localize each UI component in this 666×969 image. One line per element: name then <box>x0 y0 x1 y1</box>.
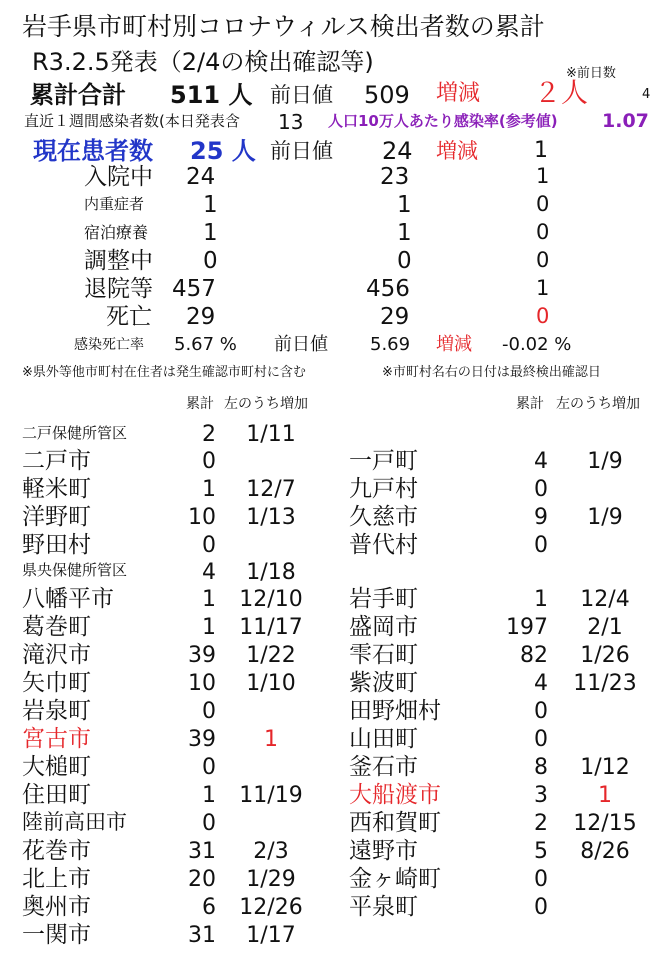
municipality-value: 9 <box>534 505 548 530</box>
municipality-name: 久慈市 <box>349 504 418 530</box>
municipality-date: 12/4 <box>580 587 630 612</box>
municipality-value: 1 <box>202 477 216 502</box>
breakdown-prev: 29 <box>380 304 410 330</box>
municipality-name: 花巻市 <box>22 838 91 864</box>
breakdown-prev: 1 <box>397 192 412 218</box>
municipality-date: 12/7 <box>246 477 296 502</box>
municipality-date: 1 <box>264 727 278 752</box>
municipality-date: 2/1 <box>587 615 623 640</box>
municipality-name: 田野畑村 <box>349 698 441 724</box>
header-inc-left: 左のうち増加 <box>224 396 308 412</box>
municipality-name: 陸前高田市 <box>22 810 127 834</box>
municipality-value: 0 <box>534 867 548 892</box>
municipality-name: 北上市 <box>22 866 91 892</box>
municipality-name: 住田町 <box>22 782 91 808</box>
total-prev-value: 509 <box>364 81 410 109</box>
municipality-value: 0 <box>534 699 548 724</box>
current-label: 現在患者数 <box>33 137 153 165</box>
current-change-value: 1 <box>534 138 548 163</box>
municipality-value: 4 <box>534 449 548 474</box>
breakdown-label: 退院等 <box>84 276 153 302</box>
municipality-name: 金ヶ崎町 <box>349 866 441 892</box>
fatality-value: 5.67 % <box>174 334 237 355</box>
municipality-value: 10 <box>188 671 216 696</box>
municipality-name: 洋野町 <box>22 504 91 530</box>
municipality-value: 31 <box>188 923 216 948</box>
municipality-name: 野田村 <box>22 532 91 558</box>
municipality-date: 11/23 <box>573 671 637 696</box>
municipality-date: 12/10 <box>239 587 303 612</box>
municipality-value: 39 <box>188 643 216 668</box>
municipality-name: 大船渡市 <box>349 782 441 808</box>
municipality-date: 11/17 <box>239 615 303 640</box>
section-date: 1/18 <box>246 560 296 585</box>
municipality-date: 1/9 <box>587 505 623 530</box>
current-prev-label: 前日値 <box>270 139 333 163</box>
municipality-name: 平泉町 <box>349 894 418 920</box>
total-value: 511 人 <box>170 81 253 109</box>
weekly-value: 13 <box>278 110 304 134</box>
municipality-value: 8 <box>534 755 548 780</box>
municipality-date: 1/17 <box>246 923 296 948</box>
breakdown-change: 0 <box>536 192 550 216</box>
municipality-name: 矢巾町 <box>22 670 91 696</box>
municipality-name: 雫石町 <box>349 642 418 668</box>
fatality-prev-label: 前日値 <box>274 334 328 355</box>
municipality-value: 2 <box>534 811 548 836</box>
municipality-value: 197 <box>506 615 548 640</box>
municipality-name: 西和賀町 <box>349 810 441 836</box>
municipality-value: 0 <box>534 895 548 920</box>
municipality-value: 10 <box>188 505 216 530</box>
breakdown-value: 0 <box>203 248 218 274</box>
municipality-value: 0 <box>534 727 548 752</box>
municipality-name: 奥州市 <box>22 894 91 920</box>
municipality-value: 82 <box>520 643 548 668</box>
rate-label: 人口10万人あたり感染率(参考値) <box>328 112 558 130</box>
breakdown-value: 29 <box>186 304 216 330</box>
section-label: 二戸保健所管区 <box>22 424 128 442</box>
breakdown-prev: 1 <box>397 220 412 246</box>
municipality-date: 11/19 <box>239 783 303 808</box>
municipality-date: 1 <box>598 783 612 808</box>
breakdown-change: 1 <box>536 276 550 300</box>
municipality-name: 岩手町 <box>349 586 418 612</box>
municipality-name: 紫波町 <box>349 670 418 696</box>
breakdown-label: 内重症者 <box>84 195 145 213</box>
municipality-name: 滝沢市 <box>22 642 91 668</box>
breakdown-value: 1 <box>203 192 218 218</box>
municipality-date: 1/9 <box>587 449 623 474</box>
section-value: 2 <box>202 422 216 447</box>
breakdown-prev: 456 <box>366 276 410 302</box>
breakdown-change: 0 <box>536 304 550 328</box>
breakdown-label: 宿泊療養 <box>84 223 149 242</box>
municipality-name: 盛岡市 <box>349 614 418 640</box>
breakdown-prev: 23 <box>380 164 410 190</box>
municipality-value: 1 <box>534 587 548 612</box>
total-prev-label: 前日値 <box>270 83 333 107</box>
section-label: 県央保健所管区 <box>22 561 128 579</box>
municipality-name: 普代村 <box>349 532 418 558</box>
breakdown-change: 1 <box>536 164 550 188</box>
page-title: 岩手県市町村別コロナウィルス検出者数の累計 <box>22 12 545 41</box>
municipality-date: 8/26 <box>580 839 630 864</box>
municipality-value: 0 <box>202 533 216 558</box>
municipality-name: 九戸村 <box>349 476 418 502</box>
total-label: 累計合計 <box>30 81 126 109</box>
municipality-date: 1/10 <box>246 671 296 696</box>
breakdown-value: 24 <box>186 164 216 190</box>
page-subtitle: R3.2.5発表（2/4の検出確認等) <box>32 48 374 76</box>
fatality-prev-value: 5.69 <box>370 334 411 355</box>
municipality-name: 大槌町 <box>22 754 91 780</box>
municipality-value: 0 <box>534 477 548 502</box>
municipality-date: 1/13 <box>246 505 296 530</box>
total-change-label: 増減 <box>436 81 481 106</box>
fatality-change-value: -0.02 % <box>502 334 572 355</box>
breakdown-label: 死亡 <box>106 304 152 330</box>
municipality-name: 一関市 <box>22 922 91 948</box>
municipality-name: 山田町 <box>349 726 418 752</box>
municipality-value: 5 <box>534 839 548 864</box>
municipality-date: 1/29 <box>246 867 296 892</box>
municipality-value: 0 <box>202 755 216 780</box>
prev-days-note: ※前日数 <box>566 66 616 81</box>
current-change-label: 増減 <box>436 139 478 163</box>
municipality-name: 八幡平市 <box>22 586 114 612</box>
municipality-value: 3 <box>534 783 548 808</box>
fatality-label: 感染死亡率 <box>74 337 144 353</box>
breakdown-label: 調整中 <box>84 248 153 274</box>
municipality-name: 一戸町 <box>349 448 418 474</box>
municipality-date: 1/22 <box>246 643 296 668</box>
municipality-name: 遠野市 <box>349 838 418 864</box>
header-cum-left: 累計 <box>186 396 214 412</box>
municipality-name: 釜石市 <box>349 754 418 780</box>
total-change-value: ２人 <box>534 78 588 109</box>
municipality-value: 1 <box>202 783 216 808</box>
municipality-value: 39 <box>188 727 216 752</box>
municipality-name: 軽米町 <box>22 476 91 502</box>
municipality-value: 0 <box>202 811 216 836</box>
breakdown-change: 0 <box>536 248 550 272</box>
municipality-date: 1/26 <box>580 643 630 668</box>
breakdown-change: 0 <box>536 220 550 244</box>
municipality-value: 0 <box>202 699 216 724</box>
section-date: 1/11 <box>246 422 296 447</box>
municipality-value: 20 <box>188 867 216 892</box>
breakdown-label: 入院中 <box>84 164 153 190</box>
note-right: ※市町村名右の日付は最終検出確認日 <box>382 365 601 380</box>
current-value: 25 人 <box>190 137 256 165</box>
weekly-label: 直近１週間感染者数(本日発表含 <box>24 112 240 130</box>
municipality-name: 二戸市 <box>22 448 91 474</box>
breakdown-prev: 0 <box>397 248 412 274</box>
municipality-name: 宮古市 <box>22 726 91 752</box>
current-prev-value: 24 <box>382 137 413 165</box>
header-inc-right: 左のうち増加 <box>556 396 640 412</box>
municipality-date: 2/3 <box>253 839 289 864</box>
note-left: ※県外等他市町村在住者は発生確認市町村に含む <box>22 365 306 380</box>
municipality-date: 12/26 <box>239 895 303 920</box>
rate-value: 1.07 <box>602 110 649 132</box>
municipality-value: 1 <box>202 615 216 640</box>
municipality-date: 1/12 <box>580 755 630 780</box>
header-cum-right: 累計 <box>516 396 544 412</box>
municipality-name: 葛巻町 <box>22 614 91 640</box>
municipality-value: 31 <box>188 839 216 864</box>
municipality-value: 4 <box>534 671 548 696</box>
municipality-value: 0 <box>534 533 548 558</box>
breakdown-value: 457 <box>172 276 216 302</box>
prev-days-value: 4 <box>642 87 651 102</box>
municipality-date: 12/15 <box>573 811 637 836</box>
section-value: 4 <box>202 560 216 585</box>
municipality-value: 6 <box>202 895 216 920</box>
municipality-value: 1 <box>202 587 216 612</box>
breakdown-value: 1 <box>203 220 218 246</box>
municipality-name: 岩泉町 <box>22 698 91 724</box>
municipality-value: 0 <box>202 449 216 474</box>
fatality-change-label: 増減 <box>436 334 472 355</box>
